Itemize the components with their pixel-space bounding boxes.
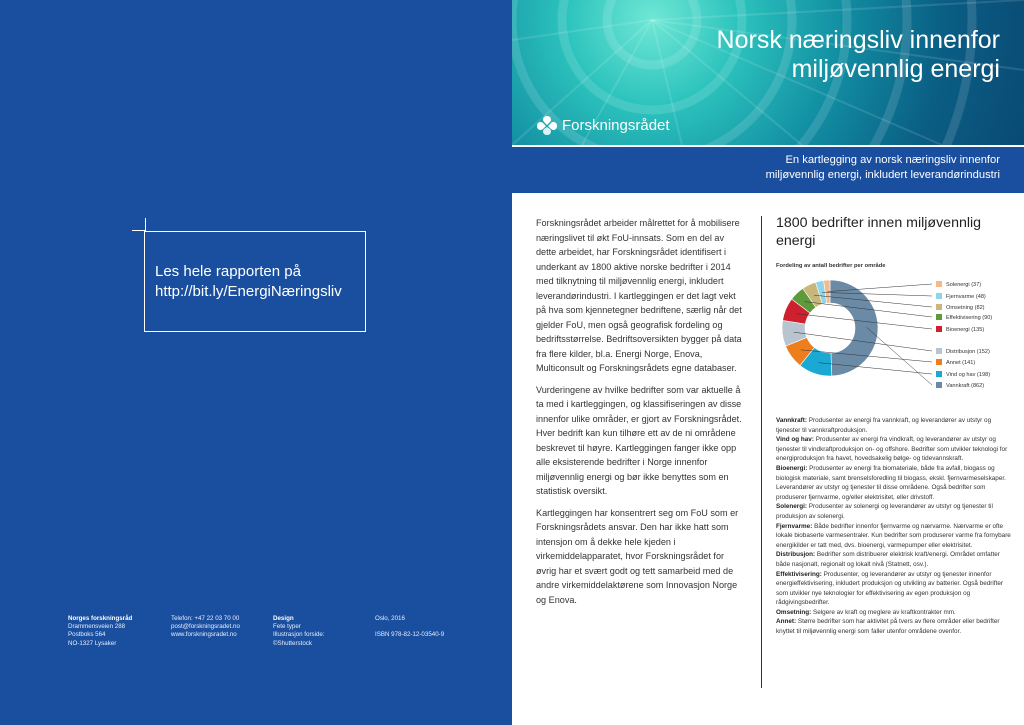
design-label: Design: [273, 615, 294, 622]
donut-chart: [770, 272, 1020, 407]
leader-line: [866, 327, 932, 385]
column-divider: [761, 216, 762, 688]
address-line: Drammensveien 288: [68, 623, 126, 631]
org-name: Norges forskningsråd: [68, 615, 133, 622]
definition-item: [776, 570, 1014, 608]
design-value: Fete typer: [273, 623, 301, 631]
body-paragraph: Kartleggingen har konsentrert seg om FoU som er Forskningsrådets ansvar. Den har ikke hatt som intensjon om å dekke hele kjeden i virkemiddelapparatet, hvor Forskningsrådet for øvrig har et svært godt og tett samarbeid med de andre virkemiddelaktørene som Innovasjon Norge og Enova.: [536, 507, 739, 605]
definition-text: Bedrifter som distribuerer elektrisk kraft/energi. Området omfatter både nasjonalt, regionalt og lokalt nivå (Statnett, osv.).: [776, 551, 1000, 568]
definition-term: Omsetning:: [776, 608, 812, 616]
page-title: [717, 26, 1000, 84]
legend-label: Effektivisering (90): [946, 315, 993, 321]
subtitle-bar: [512, 147, 1024, 193]
chart-subtitle: Fordeling av antall bedrifter per område: [776, 263, 886, 269]
legend-label: Omsetning (82): [946, 305, 985, 311]
definition-item: [776, 464, 1014, 502]
legend-swatch: [936, 348, 942, 354]
place-date: Oslo, 2016: [375, 615, 405, 622]
legend-label: Annet (141): [946, 360, 976, 366]
corner-tick: [145, 218, 146, 232]
forskningsradet-logo-icon: [536, 115, 558, 135]
legend-label: Bioenergi (135): [946, 327, 985, 333]
definition-text: Både bedrifter innenfor fjernvarme og nærvarme. Nærvarme er ofte lokale biobaserte varmesentraler. Kun bedrifter som produserer varme fra fornybare energikilder er tatt med, dvs. bioenergi, varmepumper eller elektrisitet.: [776, 522, 1011, 549]
pie-slice: [830, 280, 878, 376]
address-line: Postboks 564: [68, 631, 106, 639]
definition-term: Solenergi:: [776, 503, 808, 511]
legend-swatch: [936, 382, 942, 388]
legend-label: Vannkraft (862): [946, 383, 985, 389]
legend-swatch: [936, 359, 942, 365]
definition-item: [776, 608, 1014, 618]
footer-publication: [375, 615, 444, 640]
legend-label: Fjernvarme (48): [946, 294, 986, 300]
report-link[interactable]: http://bit.ly/EnergiNæringsliv: [155, 283, 342, 300]
read-more-text: Les hele rapporten på: [155, 263, 301, 280]
brand-logo: [536, 115, 670, 135]
definition-item: [776, 522, 1014, 551]
chart-heading: 1800 bedrifter innen miljøvennlig energi: [776, 215, 982, 249]
legend-label: Solenergi (37): [946, 282, 982, 288]
illustration-label: Illustrasjon forside:: [273, 631, 325, 639]
web-link[interactable]: www.forskningsradet.no: [171, 631, 237, 639]
isbn: ISBN 978-82-12-03540-9: [375, 631, 445, 639]
definition-term: Fjernvarme:: [776, 522, 813, 530]
definition-text: Produsenter av solenergi og leverandører av utstyr og tjenester til produksjon av solenergi.: [776, 503, 993, 520]
subtitle: [766, 153, 1000, 183]
title-line: miljøvennlig energi: [791, 55, 1000, 83]
legend-label: Distribusjon (152): [946, 349, 990, 355]
definition-term: Vind og hav:: [776, 436, 814, 444]
phone: Telefon: +47 22 03 70 00: [171, 615, 240, 622]
address-line: NO-1327 Lysaker: [68, 639, 117, 647]
front-page: [512, 0, 1024, 725]
definition-term: Bioenergi:: [776, 464, 808, 472]
logo-text: Forskningsrådet: [562, 116, 670, 134]
definition-term: Distribusjon:: [776, 551, 816, 559]
definition-text: Større bedrifter som har aktivitet på tvers av flere områder eller bedrifter knyttet til miljøvennlig energi som faller utenfor områdene ovenfor.: [776, 618, 1000, 636]
body-paragraph: Vurderingene av hvilke bedrifter som var aktuelle å ta med i kartleggingen, og klassifiseringen av disse innenfor ulike områder, er gjort av Forskningsrådet. Hver bedrift kan kun tilhøre ett av de ni områdene beskrevet til høyre. Kartleggingen fanger ikke opp alle eksisterende bedrifter i Norge innenfor miljøvennlig energi og bør ikke benyttes som en statistisk oversikt.: [536, 384, 742, 496]
definition-text: Produsenter av energi fra vannkraft, og leverandører av utstyr og tjenester til vannkraftproduksjon.: [776, 417, 992, 434]
definition-term: Vannkraft:: [776, 417, 808, 424]
subtitle-line: miljøvennlig energi, inkludert leverandørindustri: [765, 169, 1000, 181]
footer-address: [68, 615, 132, 648]
illustration-value: ©Shutterstock: [273, 639, 312, 647]
body-paragraph: Forskningsrådet arbeider målrettet for å mobilisere næringslivet til økt FoU-innsats. Som en del av dette arbeidet, har Forskningsrådet identifisert i underkant av 1800 aktive norske bedrifter i 2014 med tilknytning til miljøvennlig energi, inkludert leverandørindustri. I kartleggingen er det lagt vekt på hva som kjennetegner bedriftene, særlig når det gjelder FoU, men også geografisk fordeling og bedriftsstørrelse. Bedriftsoversikten bygger på data fra flere kilder, bl.a. Energi Norge, Enova, Multiconsult og Forskningsrådets egne databaser.: [536, 218, 742, 373]
definition-text: Produsenter, og leverandører av utstyr og tjenester innenfor energieffektivisering, inkludert produksjon og utvikling av batterier. Også bedrifter som utvikler nye teknologier for effektivisering av egen produksjon og rådgivingsbedrifter.: [776, 570, 1003, 607]
legend-swatch: [936, 314, 942, 320]
legend-swatch: [936, 281, 942, 287]
definition-term: Effektivisering:: [776, 570, 822, 578]
legend-swatch: [936, 293, 942, 299]
definition-item: [776, 502, 1014, 521]
definition-item: [776, 550, 1014, 569]
hero-banner: [512, 0, 1024, 145]
category-definitions: [776, 416, 1014, 637]
legend-label: Vind og hav (198): [946, 372, 991, 378]
legend-swatch: [936, 371, 942, 377]
definition-text: Produsenter av energi fra biomateriale, både fra avfall, biogass og biologisk materiale, samt brenselsforedling til biogass, ekskl. fjernvarmeselskaper. Leverandører av utstyr og tjenester til disse områdene. Også bedrifter som produserer fjernvarme, og/eller elektrisitet, eller drivstoff.: [776, 464, 1006, 501]
definition-term: Annet:: [776, 618, 797, 626]
definition-text: Selgere av kraft og meglere av kraftkontrakter mm.: [811, 608, 956, 616]
email-link[interactable]: post@forskningsradet.no: [171, 623, 240, 631]
legend-swatch: [936, 304, 942, 310]
read-more-box: [144, 231, 366, 332]
intro-text: [536, 216, 744, 614]
definition-text: Produsenter av energi fra vindkraft, og leverandører av utstyr og tjenester til vindkraftproduksjon on- og offshore. Bedrifter som utvikler teknologi for energiproduksjon fra havet, hovedsakelig bølge- og tidevannskraft.: [776, 436, 1008, 463]
legend-swatch: [936, 326, 942, 332]
definition-item: [776, 435, 1014, 464]
definition-item: [776, 617, 1014, 636]
footer-design: [273, 615, 325, 648]
footer-contact: [171, 615, 240, 640]
title-line: Norsk næringsliv innenfor: [716, 26, 1000, 54]
definition-item: [776, 416, 1014, 435]
subtitle-line: En kartlegging av norsk næringsliv innenfor: [785, 154, 1000, 166]
